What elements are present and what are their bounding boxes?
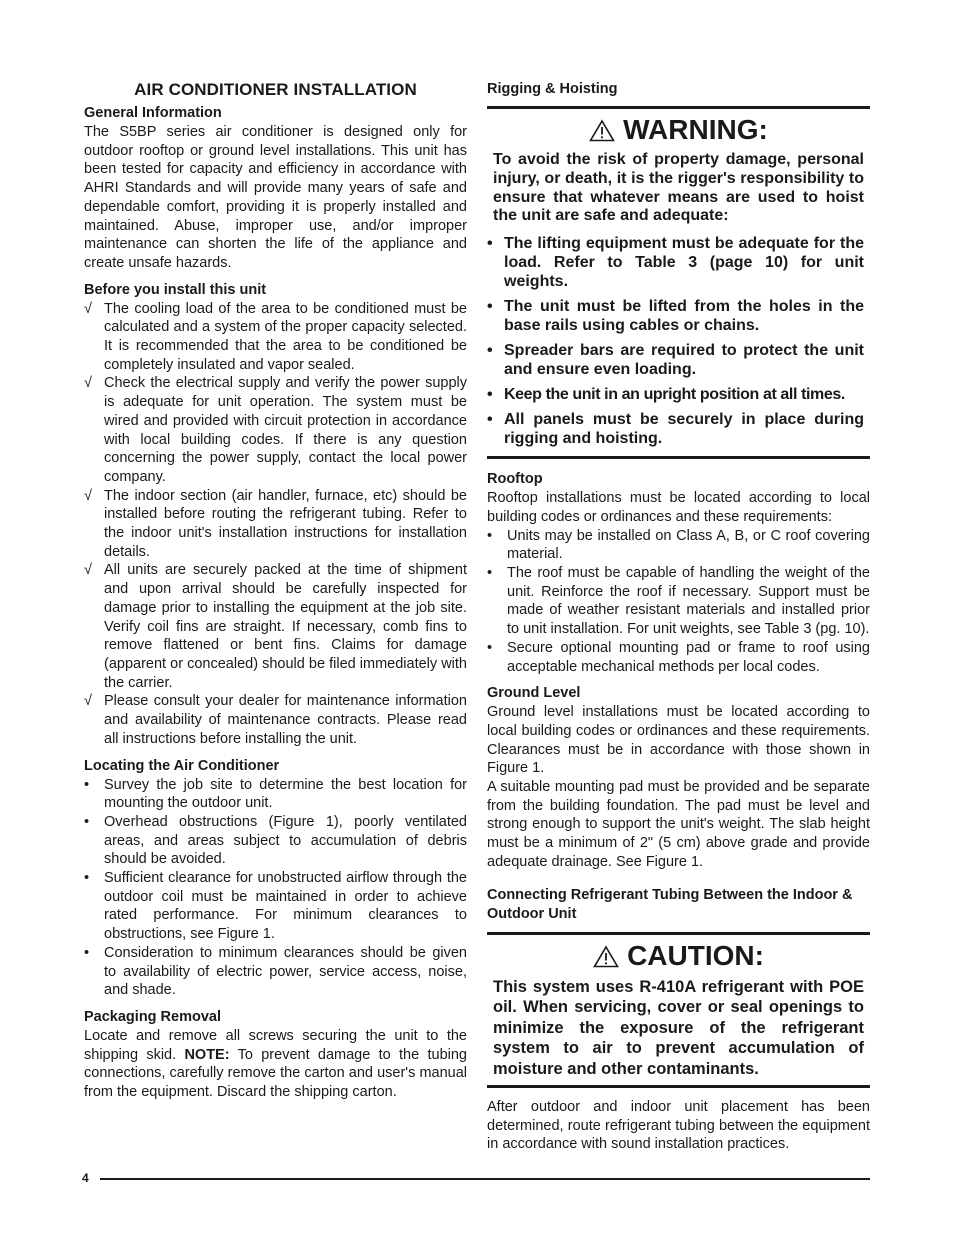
bullet: • [487,298,493,316]
bullet: • [84,870,90,887]
list-item: √ The indoor section (air handler, furnace, etc) should be installed before routing the refrigerant tubing. Refer to the indoor unit's installation instructions for installation details. [84,487,467,560]
packaging-heading: Packaging Removal [84,1008,221,1025]
ground-text-1: Ground level installations must be located according to local building codes or ordinances and these requirements. Clearances must be in accordance with those shown in Figure 1. [487,704,870,777]
warning-triangle-icon [589,119,615,142]
left-column [84,80,467,1102]
after-placement-text: After outdoor and indoor unit placement has been determined, route refrigerant tubing between the equipment in accordance with sound installation practices. [487,1099,870,1153]
packaging-text: Locate and remove all screws securing the unit to the shipping skid. NOTE: To prevent damage to the tubing connections, carefully remove the carton and user's manual from the equipment. Discard the shipping carton. [84,1027,467,1101]
right-column [487,80,870,1154]
rooftop-list [487,527,870,677]
bullet: • [487,411,493,429]
page-number: 4 [82,1171,89,1185]
check-mark: √ [84,487,92,504]
list-item: • The unit must be lifted from the holes in the base rails using cables or chains. [487,298,864,335]
warning-box [487,106,870,459]
check-mark: √ [84,562,92,579]
section-title: AIR CONDITIONER INSTALLATION [134,80,417,99]
bullet: • [487,565,493,581]
caution-text: This system uses R-410A refrigerant with POE oil. When servicing, cover or seal openings to minimize the exposure of the refrigerant system to air to prevent accumulation of moisture and other contaminants. [493,977,864,1078]
list-item: √ Check the electrical supply and verify the power supply is adequate for unit operation. The system must be wired and provided with circuit protection in accordance with local building codes. If there is any question concerning the power supply, contact the local power company. [84,375,467,485]
bullet: • [487,527,493,544]
ground-text-2: A suitable mounting pad must be provided and be separate from the building foundation. The pad must be level and strong enough to support the unit's weight. The slab height must be a minimum of 2" (5 cm) above grade and provide adequate drainage. See Figure 1. [487,779,870,870]
list-item: • Survey the job site to determine the best location for mounting the outdoor unit. [84,776,467,812]
bullet: • [487,342,493,360]
bullet: • [487,386,493,404]
rooftop-heading: Rooftop [487,471,543,488]
bullet: • [487,639,493,656]
list-item: √ The cooling load of the area to be conditioned must be calculated and a system of the proper capacity selected. It is recommended that the area to be conditioned be completely insulated and vapor sealed. [84,300,467,373]
before-install-heading: Before you install this unit [84,281,267,298]
list-item: • Units may be installed on Class A, B, or C roof covering material. [487,527,870,563]
general-info-text: The S5BP series air conditioner is designed only for outdoor rooftop or ground level installations. This unit has been tested for capacity and efficiency in accordance with AHRI Standards and will provide many years of safe and dependable comfort, providing it is properly installed and maintained. Abuse, improper use, and/or improper maintenance can shorten the life of the appliance and create unsafe hazards. [84,124,467,271]
warning-list [487,234,864,448]
check-mark: √ [84,693,92,710]
note-label: NOTE: [184,1046,230,1063]
rigging-heading: Rigging & Hoisting [487,81,618,97]
locating-list [84,776,467,1000]
list-item: • The roof must be capable of handling the weight of the unit. Reinforce the roof if necessary. Support must be made of weather resistant materials and installed prior to unit installation. For unit weights, see Table 3 (pg. 10). [487,565,870,638]
list-item: • Spreader bars are required to protect the unit and ensure even loading. [487,342,864,379]
ground-heading: Ground Level [487,685,581,702]
bullet: • [487,235,493,253]
bullet: • [84,813,90,830]
before-install-list [84,300,467,749]
warning-text: To avoid the risk of property damage, personal injury, or death, it is the rigger's responsibility to ensure that whatever means are used to hoist the unit are safe and adequate: [493,151,864,225]
list-item: • All panels must be securely in place during rigging and hoisting. [487,411,864,448]
list-item: • Overhead obstructions (Figure 1), poorly ventilated areas, and areas subject to accumulation of debris should be avoided. [84,813,467,868]
warning-title: WARNING: [487,113,870,147]
list-item: √ All units are securely packed at the time of shipment and upon arrival should be carefully inspected for damage prior to installing the equipment at the job site. Verify coil fins are straight. If necessary, comb fins to remove flattened or bent fins. Claims for damage (apparent or concealed) should be filed immediately with the carrier. [84,562,467,691]
list-item: √ Please consult your dealer for maintenance information and availability of maintenance contracts. Please read all instructions before installing the unit. [84,693,467,747]
bullet: • [84,944,90,961]
check-mark: √ [84,300,92,317]
list-item: • Sufficient clearance for unobstructed airflow through the outdoor coil must be maintained in order to achieve rated performance. For minimum clearances to obstructions, see Figure 1. [84,870,467,943]
caution-box [487,932,870,1089]
check-mark: √ [84,375,92,392]
list-item: • The lifting equipment must be adequate for the load. Refer to Table 3 (page 10) for unit weights. [487,235,864,291]
list-item: • Consideration to minimum clearances should be given to availability of electric power, service access, noise, and shade. [84,944,467,999]
footer-rule [100,1178,870,1180]
bullet: • [84,776,90,793]
locating-heading: Locating the Air Conditioner [84,757,280,774]
caution-title: CAUTION: [487,939,870,973]
list-item: • Keep the unit in an upright position at all times. [487,386,845,404]
connecting-heading: Connecting Refrigerant Tubing Between the Indoor & Outdoor Unit [487,886,853,922]
general-info-heading: General Information [84,105,222,121]
caution-triangle-icon [593,945,619,968]
rooftop-text: Rooftop installations must be located according to local building codes or ordinances and these requirements: [487,490,870,525]
list-item: • Secure optional mounting pad or frame to roof using acceptable mechanical methods per local codes. [487,639,870,675]
